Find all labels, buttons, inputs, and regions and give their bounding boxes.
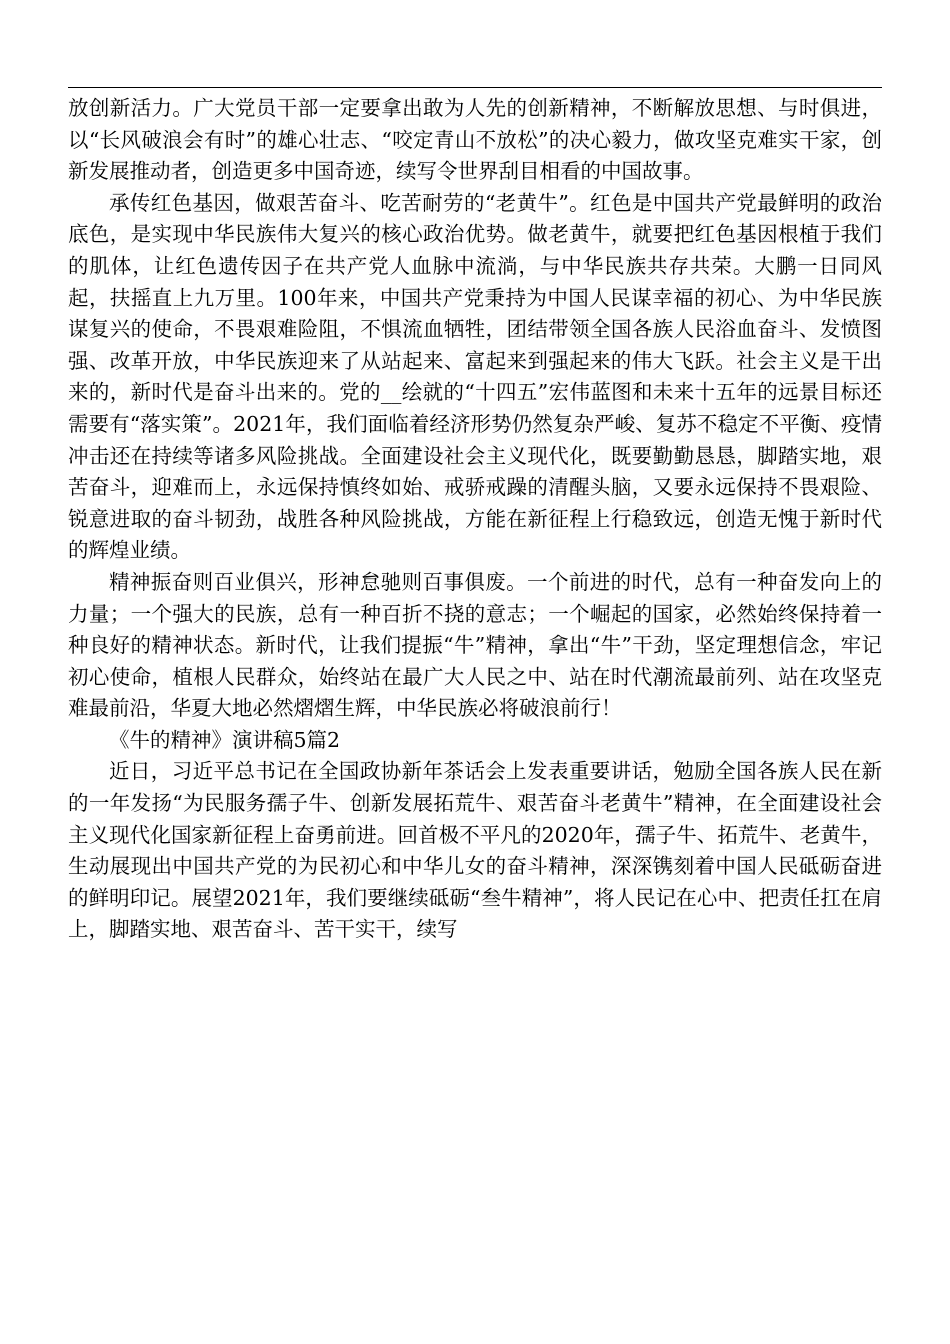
paragraph-red-gene: 承传红色基因，做艰苦奋斗、吃苦耐劳的“老黄牛”。红色是中国共产党最鲜明的政治底色，是实现中华民族伟大复兴的核心政治优势。做老黄牛，就要把红色基因根植于我们的肌体，让红色遗传因子在共产党人血脉中流淌，与中华民族共存共荣。大鹏一日同风起，扶摇直上九万里。100年来，中国共产党秉持为中国人民谋幸福的初心、为中华民族谋复兴的使命，不畏艰难险阻，不惧流血牺牲，团结带领全国各族人民浴血奋斗、发愤图强、改革开放，中华民族迎来了从站起来、富起来到强起来的伟大飞跃。社会主义是干出来的，新时代是奋斗出来的。党的__绘就的“十四五”宏伟蓝图和未来十五年的远景目标还需要有“落实策”。2021年，我们面临着经济形势仍然复杂严峻、复苏不稳定不平衡、疫情冲击还在持续等诸多风险挑战。全面建设社会主义现代化，既要勤勤恳恳，脚踏实地，艰苦奋斗，迎难而上，永远保持慎终如始、戒骄戒躁的清醒头脑，又要永远保持不畏艰险、锐意进取的奋斗韧劲，战胜各种风险挑战，方能在新征程上行稳致远，创造无愧于新时代的辉煌业绩。 [68, 190, 882, 563]
paragraph-new-year-speech: 近日，习近平总书记在全国政协新年茶话会上发表重要讲话，勉励全国各族人民在新的一年发扬“为民服务孺子牛、创新发展拓荒牛、艰苦奋斗老黄牛”精神，在全面建设社会主义现代化国家新征程上奋勇前进。回首极不平凡的2020年，孺子牛、拓荒牛、老黄牛，生动展现出中国共产党的为民初心和中华儿女的奋斗精神，深深镌刻着中国人民砥砺奋进的鲜明印记。展望2021年，我们要继续砥砺“叁牛精神”，将人民记在心中、把责任扛在肩上，脚踏实地、艰苦奋斗、苦干实干，续写 [68, 759, 882, 942]
section-heading: 《牛的精神》演讲稿5篇2 [109, 727, 341, 752]
header-rule [68, 87, 882, 88]
paragraph-continuation: 放创新活力。广大党员干部一定要拿出敢为人先的创新精神，不断解放思想、与时俱进，以“长风破浪会有时”的雄心壮志、“咬定青山不放松”的决心毅力，做攻坚克难实干家，创新发展推动者，创造更多中国奇迹，续写令世界刮目相看的中国故事。 [68, 96, 882, 184]
document-body [68, 93, 882, 946]
paragraph-spirit: 精神振奋则百业俱兴，形神怠驰则百事俱废。一个前进的时代，总有一种奋发向上的力量；一个强大的民族，总有一种百折不挠的意志；一个崛起的国家，必然始终保持着一种良好的精神状态。新时代，让我们提振“牛”精神，拿出“牛”干劲，坚定理想信念，牢记初心使命，植根人民群众，始终站在最广大人民之中、站在时代潮流最前列、站在攻坚克难最前沿，华夏大地必然熠熠生辉，中华民族必将破浪前行！ [68, 569, 882, 721]
